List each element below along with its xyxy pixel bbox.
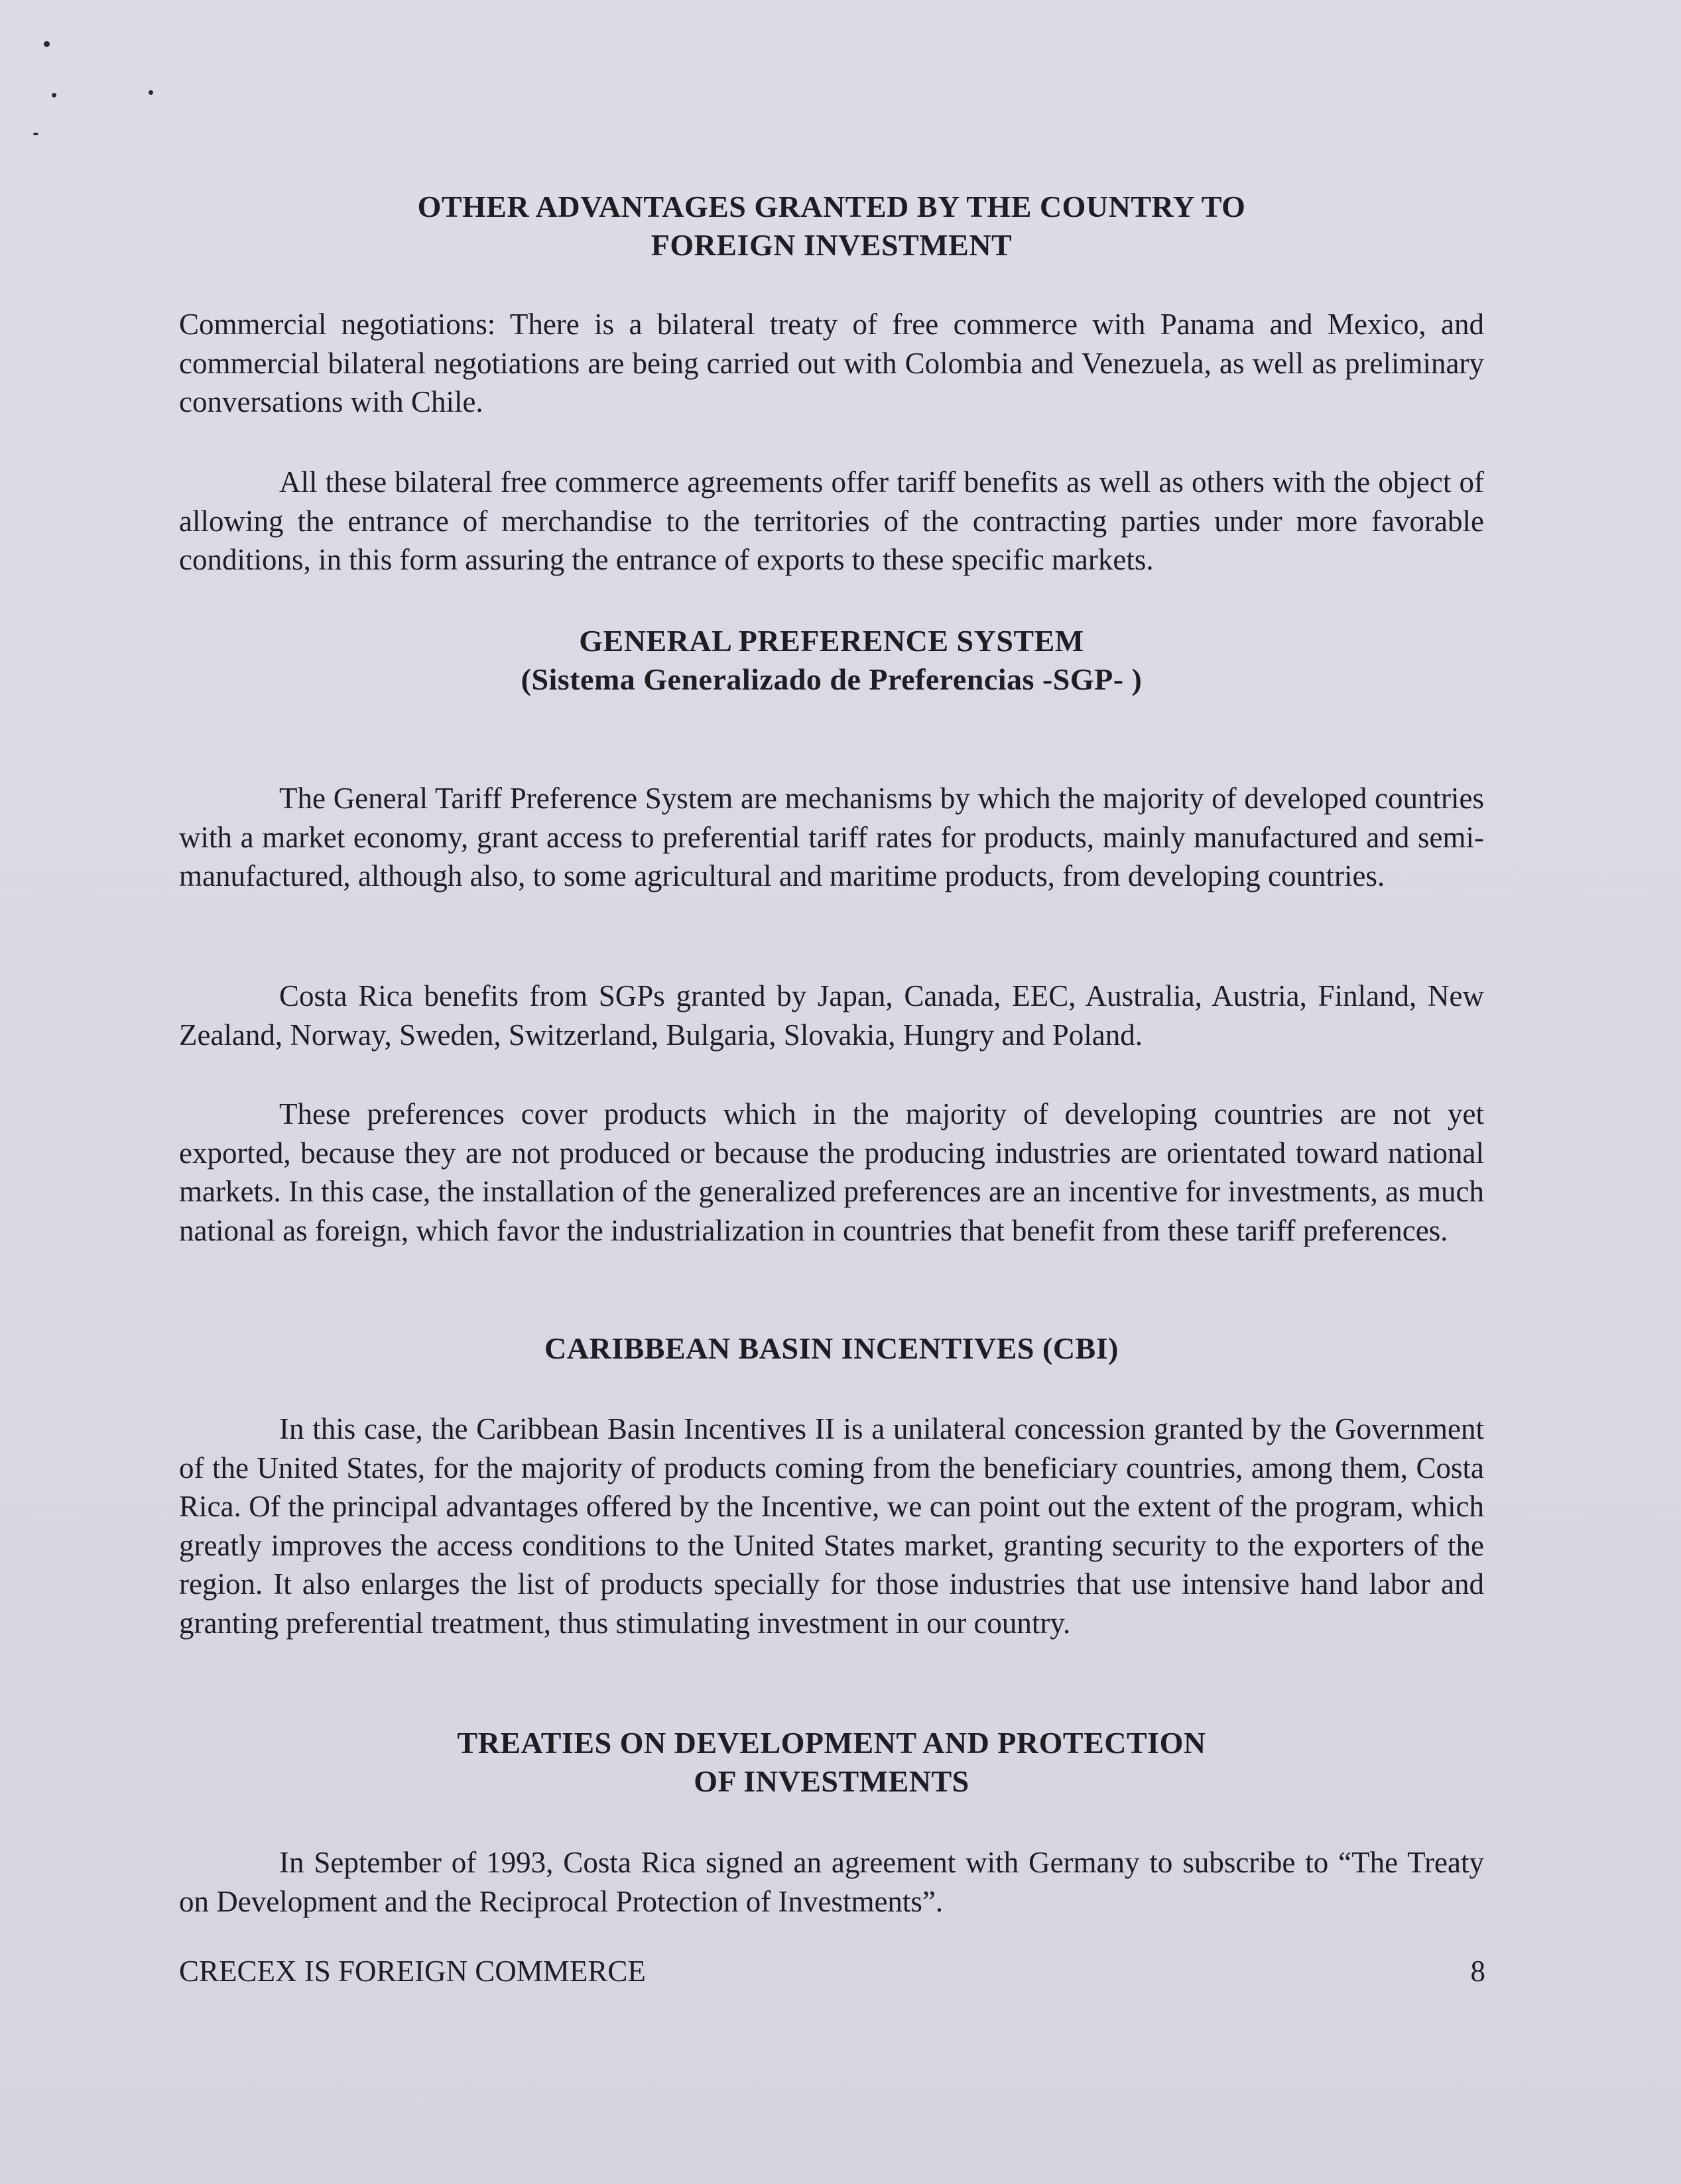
section-heading-treaties [178, 1724, 1485, 1801]
page-number: 8 [1470, 1955, 1485, 1988]
paragraph-gsp-coverage: These preferences cover products which in the majority of developing countries are not yet exported, because they are not produced or because the producing industries are orientated toward national markets. In this case, the installation of the generalized preferences are an incentive for investments, as much national as foreign, which favor the industrialization in countries that benefit from these tariff preferences. [179, 1097, 1484, 1247]
heading-line: GENERAL PREFERENCE SYSTEM [579, 624, 1084, 658]
paragraph-commercial-negotiations: Commercial negotiations: There is a bilateral treaty of free commerce with Panama and Mexico, and commercial bilateral negotiations are being carried out with Colombia and Venezuela, as well as preliminary conversations with Chile. [179, 308, 1484, 418]
section-heading-caribbean-basin [178, 1329, 1485, 1368]
paragraph-germany-treaty: In September of 1993, Costa Rica signed an agreement with Germany to subscribe to “The Treaty on Development and the Reciprocal Protection of Investments”. [179, 1846, 1484, 1918]
heading-line: OF INVESTMENTS [694, 1764, 969, 1798]
heading-line: TREATIES ON DEVELOPMENT AND PROTECTION [457, 1726, 1206, 1760]
heading-line: FOREIGN INVESTMENT [651, 228, 1013, 262]
paragraph-gsp-mechanisms: The General Tariff Preference System are mechanisms by which the majority of developed countries with a market economy, grant access to preferential tariff rates for products, mainly manufactured and semi-manufactured, although also, to some agricultural and maritime products, from developing countries. [179, 782, 1484, 892]
scan-speck [33, 133, 38, 135]
scan-speck [52, 93, 56, 97]
heading-line: OTHER ADVANTAGES GRANTED BY THE COUNTRY TO [417, 190, 1246, 223]
footer-title: CRECEX IS FOREIGN COMMERCE [179, 1955, 646, 1988]
paragraph-gsp-beneficiaries: Costa Rica benefits from SGPs granted by Japan, Canada, EEC, Australia, Austria, Finland, New Zealand, Norway, Sweden, Switzerland, Bulgaria, Slovakia, Hungry and Poland. [179, 979, 1484, 1052]
section-heading-other-advantages [178, 188, 1485, 265]
paragraph-bilateral-agreements: All these bilateral free commerce agreements offer tariff benefits as well as others with the object of allowing the entrance of merchandise to the territories of the contracting parties under more favorable conditions, in this form assuring the entrance of exports to these specific markets. [179, 465, 1484, 576]
scan-speck [149, 90, 153, 95]
paragraph-cbi-description: In this case, the Caribbean Basin Incentives II is a unilateral concession granted by the Government of the United States, for the majority of products coming from the beneficiary countries, among them, Costa Rica. Of the principal advantages offered by the Incentive, we can point out the extent of the program, which greatly improves the access conditions to the United States market, granting security to the exporters of the region. It also enlarges the list of products specially for those industries that use intensive hand labor and granting preferential treatment, thus stimulating investment in our country. [179, 1412, 1484, 1640]
heading-line: CARIBBEAN BASIN INCENTIVES (CBI) [544, 1331, 1119, 1365]
scan-speck [44, 41, 50, 47]
section-heading-general-preference-system [178, 622, 1485, 699]
heading-line: (Sistema Generalizado de Preferencias -SGP- ) [521, 662, 1143, 696]
